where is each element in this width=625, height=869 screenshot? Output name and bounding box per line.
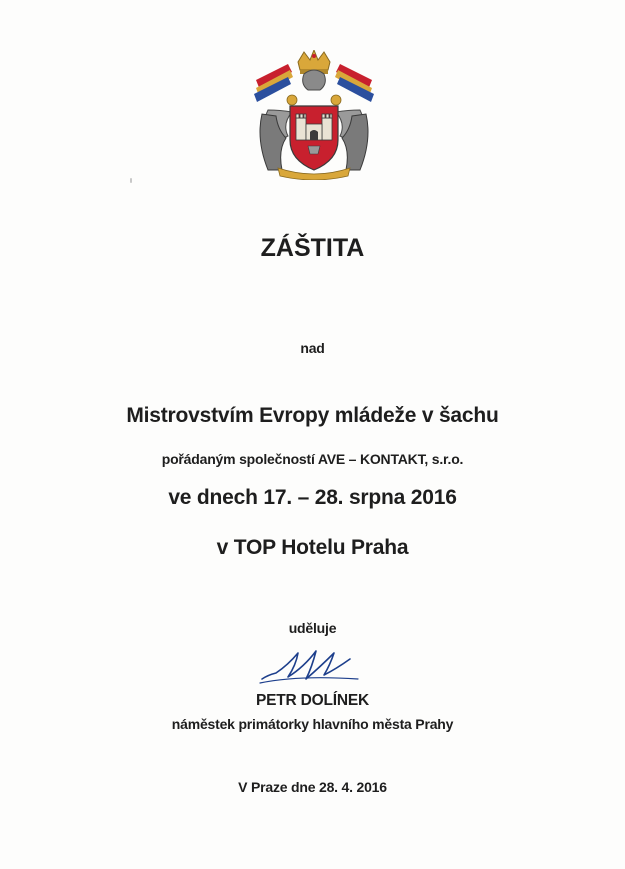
prague-coat-of-arms-icon bbox=[248, 50, 380, 180]
grants-word: uděluje bbox=[288, 620, 337, 636]
document-title: ZÁŠTITA bbox=[260, 234, 365, 262]
signatory-role: náměstek primátorky hlavního města Prahy bbox=[171, 716, 454, 732]
event-dates: ve dnech 17. – 28. srpna 2016 bbox=[168, 486, 457, 509]
handwritten-signature-icon bbox=[258, 645, 363, 690]
organizer-line: pořádaným společností AVE – KONTAKT, s.r.o. bbox=[161, 451, 464, 467]
event-name: Mistrovstvím Evropy mládeže v šachu bbox=[126, 404, 499, 427]
signatory-name: PETR DOLÍNEK bbox=[256, 692, 369, 709]
event-venue: v TOP Hotelu Praha bbox=[216, 536, 409, 559]
over-word: nad bbox=[300, 340, 325, 356]
scan-speck bbox=[130, 178, 132, 183]
place-and-date: V Praze dne 28. 4. 2016 bbox=[238, 779, 387, 795]
